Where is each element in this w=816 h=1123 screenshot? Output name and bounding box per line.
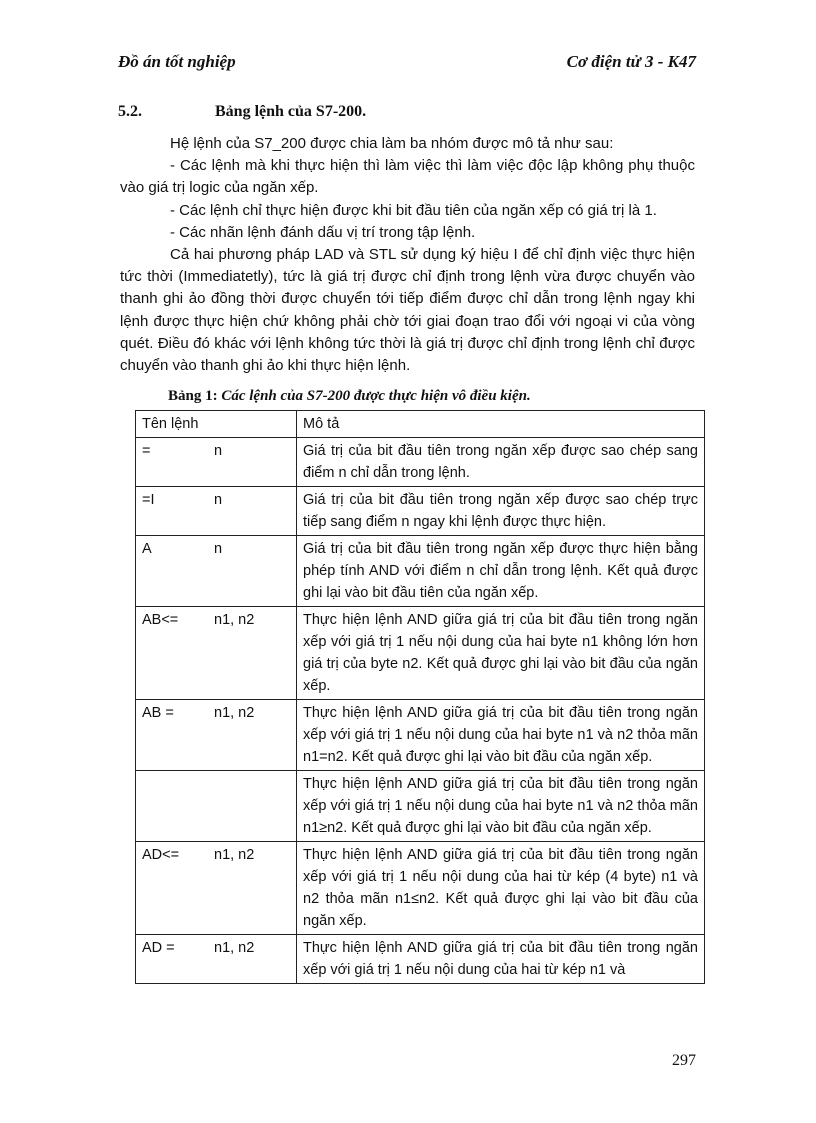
page-number: 297 — [672, 1052, 696, 1069]
paragraph: Cả hai phương pháp LAD và STL sử dụng ký hiệu I để chỉ định việc thực hiện tức thời (Immediatetly), tức là giá trị được chỉ định trong lệnh vừa được chuyển vào thanh ghi ảo đồng thời được chuyển tới tiếp điểm được chỉ dẫn trong lệnh ngay khi lệnh được thực hiện chứ không phải chờ tới giai đoạn trao đổi với ngoại vi của vòng quét. Điều đó khác với lệnh không tức thời là giá trị được chỉ định trong lệnh chỉ được chuyển vào thanh ghi ảo khi thực hiện lệnh. — [120, 246, 695, 375]
command-op: AD = — [142, 940, 175, 956]
command-cell — [136, 935, 297, 984]
header-command-name: Tên lệnh — [136, 411, 297, 438]
command-op: =I — [142, 492, 155, 508]
description-cell: Thực hiện lệnh AND giữa giá trị của bit đầu tiên trong ngăn xếp với giá trị 1 nếu nội dung của hai byte n1 không lớn hơn giá trị của byte n2. Kết quả được ghi lại vào bit đầu của ngăn xếp. — [297, 607, 705, 700]
description-cell: Giá trị của bit đầu tiên trong ngăn xếp được sao chép sang điểm n chỉ dẫn trong lệnh. — [297, 438, 705, 487]
body-text — [120, 133, 695, 377]
header-left-title: Đồ án tốt nghiệp — [118, 52, 236, 71]
table-header-row — [136, 411, 705, 438]
table-row — [136, 607, 705, 700]
command-arg: n1, n2 — [214, 847, 255, 863]
description-cell: Thực hiện lệnh AND giữa giá trị của bit đầu tiên trong ngăn xếp với giá trị 1 nếu nội dung của hai byte n1 và n2 thỏa mãn n1=n2. Kết quả được ghi lại vào bit đầu của ngăn xếp. — [297, 700, 705, 771]
header-rule — [118, 78, 696, 79]
command-arg: n1, n2 — [214, 705, 255, 721]
command-op: AB = — [142, 705, 174, 721]
command-cell — [136, 607, 297, 700]
command-arg: n1, n2 — [214, 612, 255, 628]
caption-title: Các lệnh của S7-200 được thực hiện vô điều kiện. — [221, 388, 531, 404]
table-caption — [168, 388, 531, 405]
command-op: = — [142, 443, 151, 459]
command-cell — [136, 487, 297, 536]
table-row — [136, 536, 705, 607]
description-cell: Thực hiện lệnh AND giữa giá trị của bit đầu tiên trong ngăn xếp với giá trị 1 nếu nội dung của hai byte n1 và n2 thỏa mãn n1≥n2. Kết quả được ghi lại vào bit đầu của ngăn xếp. — [297, 771, 705, 842]
command-arg: n — [214, 541, 223, 557]
description-cell: Giá trị của bit đầu tiên trong ngăn xếp được sao chép trực tiếp sang điểm n ngay khi lệnh được thực hiện. — [297, 487, 705, 536]
command-op: AD<= — [142, 847, 180, 863]
command-arg: n — [214, 492, 223, 508]
table-row — [136, 935, 705, 984]
command-arg: n1, n2 — [214, 940, 255, 956]
table-row — [136, 771, 705, 842]
paragraph: - Các lệnh chỉ thực hiện được khi bit đầu tiên của ngăn xếp có giá trị là 1. — [170, 201, 657, 219]
table-row — [136, 842, 705, 935]
header-right-title: Cơ điện tử 3 - K47 — [566, 52, 696, 71]
table-row — [136, 700, 705, 771]
caption-label: Bảng 1: — [168, 388, 218, 404]
description-cell: Thực hiện lệnh AND giữa giá trị của bit đầu tiên trong ngăn xếp với giá trị 1 nếu nội dung của hai từ kép n1 và — [297, 935, 705, 984]
description-cell: Thực hiện lệnh AND giữa giá trị của bit đầu tiên trong ngăn xếp với giá trị 1 nếu nội dung của hai từ kép (4 byte) n1 và n2 thỏa mãn n1≤n2. Kết quả được ghi lại vào bit đầu của ngăn xếp. — [297, 842, 705, 935]
paragraph: - Các nhãn lệnh đánh dấu vị trí trong tập lệnh. — [170, 223, 476, 241]
command-table — [135, 410, 705, 984]
section-title: Bảng lệnh của S7-200. — [215, 103, 367, 120]
description-cell: Giá trị của bit đầu tiên trong ngăn xếp được thực hiện bằng phép tính AND với điểm n chỉ dẫn trong lệnh. Kết quả được ghi lại vào bit đầu tiên của ngăn xếp. — [297, 536, 705, 607]
command-arg: n — [214, 443, 223, 459]
section-heading — [118, 103, 366, 121]
table-row — [136, 487, 705, 536]
command-cell — [136, 438, 297, 487]
table-row — [136, 438, 705, 487]
header-description: Mô tả — [297, 411, 705, 438]
command-cell — [136, 771, 297, 842]
command-cell — [136, 700, 297, 771]
command-op: A — [142, 541, 152, 557]
paragraph: Hệ lệnh của S7_200 được chia làm ba nhóm được mô tả như sau: — [170, 135, 614, 152]
section-number: 5.2. — [118, 103, 142, 120]
command-cell — [136, 842, 297, 935]
command-op: AB<= — [142, 612, 179, 628]
command-cell — [136, 536, 297, 607]
paragraph: - Các lệnh mà khi thực hiện thì làm việc thì làm việc độc lập không phụ thuộc vào giá trị logic của ngăn xếp. — [120, 157, 695, 197]
